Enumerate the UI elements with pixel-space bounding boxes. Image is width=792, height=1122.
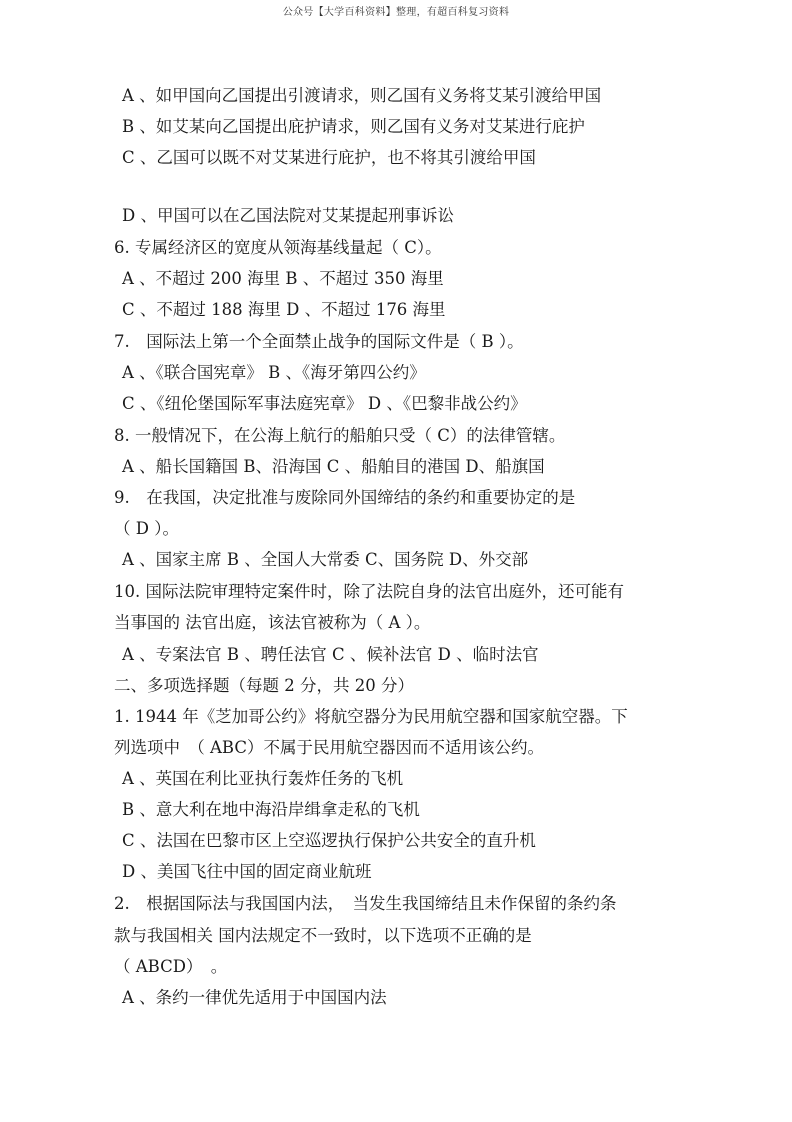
question-8-options: A 、船长国籍国 B、沿海国 C 、船舶目的港国 D、船旗国 [122, 457, 545, 476]
option-c-neither: C 、乙国可以既不对艾某进行庇护，也不将其引渡给甲国 [122, 148, 536, 167]
question-10-continued: 当事国的 法官出庭，该法官被称为（ A ）。 [114, 613, 431, 632]
question-9-options: A 、国家主席 B 、全国人大常委 C、国务院 D、外交部 [122, 550, 529, 569]
option-b-asylum: B 、如艾某向乙国提出庇护请求，则乙国有义务对艾某进行庇护 [122, 117, 585, 136]
mc-question-1-option-d: D 、美国飞往中国的固定商业航班 [122, 862, 372, 881]
question-9-answer: （ D ）。 [114, 519, 179, 538]
mc-question-1-continued: 列选项中 （ ABC）不属于民用航空器因而不适用该公约。 [114, 738, 544, 757]
option-a-extradition: A 、如甲国向乙国提出引渡请求，则乙国有义务将艾某引渡给甲国 [122, 86, 602, 105]
option-d-prosecution: D 、甲国可以在乙国法院对艾某提起刑事诉讼 [122, 206, 454, 225]
section-heading-multiple-choice: 二、多项选择题（每题 2 分，共 20 分） [114, 676, 414, 695]
mc-question-1: 1. 1944 年《芝加哥公约》将航空器分为民用航空器和国家航空器。下 [114, 707, 628, 726]
mc-question-1-option-c: C 、法国在巴黎市区上空巡逻执行保护公共安全的直升机 [122, 831, 536, 850]
question-7-options-cd: C 、《纽伦堡国际军事法庭宪章》 D 、《巴黎非战公约》 [122, 394, 527, 413]
mc-question-2-continued: 款与我国相关 国内法规定不一致时，以下选项不正确的是 [114, 926, 532, 945]
question-6-options-cd: C 、不超过 188 海里 D 、不超过 176 海里 [122, 300, 446, 319]
question-7: 7. 国际法上第一个全面禁止战争的国际文件是（ B ）。 [114, 332, 524, 351]
mc-question-2-option-a: A 、条约一律优先适用于中国国内法 [122, 988, 387, 1007]
question-10: 10. 国际法院审理特定案件时，除了法院自身的法官出庭外，还可能有 [114, 582, 624, 601]
question-9: 9. 在我国，决定批准与废除同外国缔结的条约和重要协定的是 [114, 488, 576, 507]
question-6-options-ab: A 、不超过 200 海里 B 、不超过 350 海里 [122, 269, 444, 288]
mc-question-2-answer: （ ABCD） 。 [114, 957, 228, 976]
question-10-options: A 、专案法官 B 、聘任法官 C 、候补法官 D 、临时法官 [122, 645, 539, 664]
mc-question-1-option-b: B 、意大利在地中海沿岸缉拿走私的飞机 [122, 800, 420, 819]
mc-question-1-option-a: A 、英国在利比亚执行轰炸任务的飞机 [122, 769, 404, 788]
question-6: 6. 专属经济区的宽度从领海基线量起（ C）。 [114, 238, 442, 257]
mc-question-2: 2. 根据国际法与我国国内法， 当发生我国缔结且未作保留的条约条 [114, 894, 617, 913]
question-8: 8. 一般情况下，在公海上航行的船舶只受（ C）的法律管辖。 [114, 426, 566, 445]
question-7-options-ab: A 、《联合国宪章》 B 、《海牙第四公约》 [122, 363, 426, 382]
page-header: 公众号【大学百科资料】整理，有超百科复习资料 [282, 7, 510, 18]
